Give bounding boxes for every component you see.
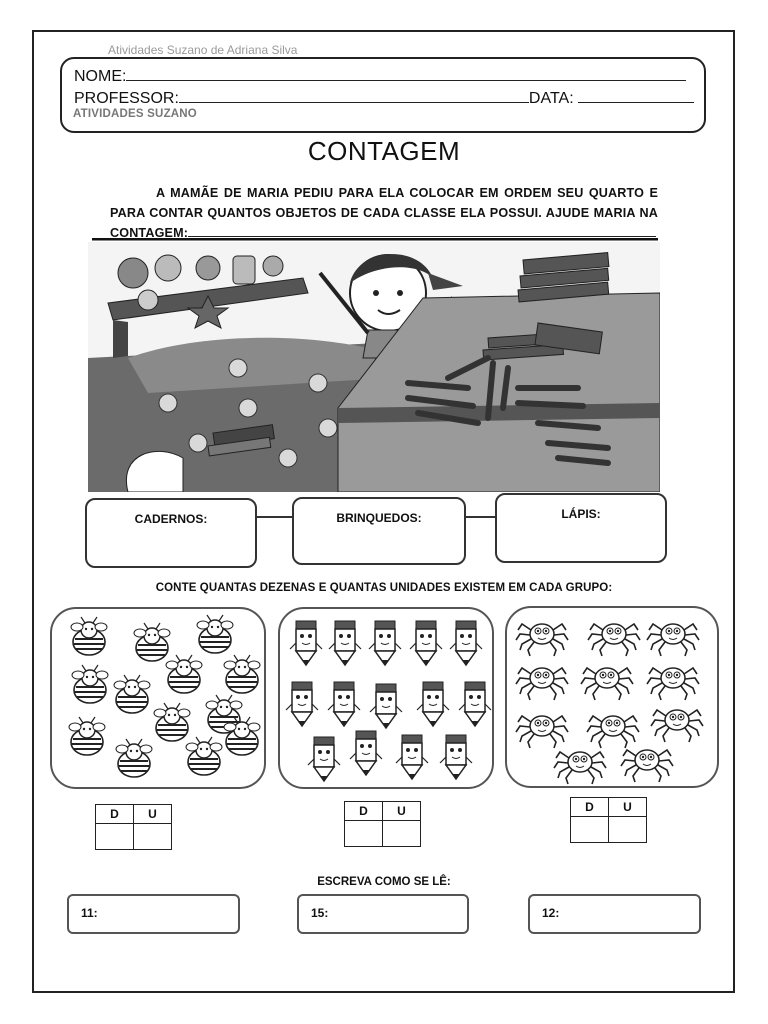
- pencil-icon: [286, 682, 318, 726]
- pencil-icon: [308, 737, 340, 781]
- notebooks-count-box[interactable]: [85, 498, 257, 568]
- spider-icon: [516, 624, 568, 656]
- spiders-group: [507, 608, 719, 788]
- units-cell[interactable]: [134, 824, 172, 850]
- pencils-group: [280, 609, 494, 789]
- units-header: U: [383, 802, 421, 821]
- bee-icon: [114, 675, 150, 713]
- bees-du-table: [95, 804, 172, 850]
- tens-cell[interactable]: [571, 817, 609, 843]
- notebooks-label: CADERNOS:: [134, 512, 208, 526]
- toys-label: BRINQUEDOS:: [336, 511, 422, 525]
- bee-icon: [224, 717, 260, 755]
- spider-icon: [588, 624, 640, 656]
- units-cell[interactable]: [609, 817, 647, 843]
- teacher-field[interactable]: [179, 89, 529, 103]
- read-label-11: 11:: [81, 906, 98, 920]
- name-field[interactable]: [126, 67, 686, 81]
- instruction-text: A MAMÃE DE MARIA PEDIU PARA ELA COLOCAR EM ORDEM SEU QUARTO E PARA CONTAR QUANTOS OBJETOS DE CADA CLASSE ELA POSSUI. AJUDE MARIA NA CONTAGEM:: [110, 186, 658, 240]
- tens-header: D: [571, 798, 609, 817]
- pencil-icon: [459, 682, 491, 726]
- pencil-icon: [450, 621, 482, 665]
- watermark: Atividades Suzano de Adriana Silva: [108, 43, 298, 57]
- header-tag: ATIVIDADES SUZANO: [73, 108, 197, 120]
- spider-icon: [581, 668, 633, 700]
- spider-icon: [554, 752, 606, 784]
- bee-icon: [69, 717, 105, 755]
- spider-icon: [516, 716, 568, 748]
- pencil-icon: [369, 621, 401, 665]
- spider-icon: [587, 716, 639, 748]
- read-instruction: ESCREVA COMO SE LÊ:: [317, 876, 451, 888]
- toys-count-box[interactable]: [292, 497, 466, 565]
- instruction-blank[interactable]: [188, 226, 656, 237]
- pencils-label: LÁPIS:: [561, 507, 601, 521]
- units-cell[interactable]: [383, 821, 421, 847]
- read-box-11[interactable]: [67, 894, 240, 934]
- pencil-icon: [328, 682, 360, 726]
- bee-icon: [197, 615, 233, 653]
- pencils-du-table: [344, 801, 421, 847]
- spider-icon: [651, 710, 703, 742]
- pencils-count-box[interactable]: [495, 493, 667, 563]
- teacher-label: PROFESSOR:: [74, 90, 179, 107]
- tens-header: D: [345, 802, 383, 821]
- bees-group-box: [50, 607, 266, 789]
- page-title: CONTAGEM: [307, 136, 461, 166]
- date-field[interactable]: [578, 89, 694, 103]
- instruction-paragraph: [110, 183, 658, 243]
- bee-icon: [186, 737, 222, 775]
- bee-icon: [166, 655, 202, 693]
- connector-line: [464, 516, 496, 518]
- units-header: U: [134, 805, 172, 824]
- pencil-icon: [396, 735, 428, 779]
- pencil-icon: [410, 621, 442, 665]
- read-label-12: 12:: [542, 906, 560, 920]
- bee-icon: [72, 665, 108, 703]
- pencil-icon: [370, 684, 402, 728]
- read-label-15: 15:: [311, 906, 329, 920]
- tens-cell[interactable]: [96, 824, 134, 850]
- read-box-15[interactable]: [297, 894, 469, 934]
- date-label: DATA:: [528, 90, 574, 107]
- pencil-icon: [329, 621, 361, 665]
- bees-group: [52, 609, 266, 789]
- bee-icon: [224, 655, 260, 693]
- bee-icon: [116, 739, 152, 777]
- tens-header: D: [96, 805, 134, 824]
- spider-icon: [647, 668, 699, 700]
- read-box-12[interactable]: [528, 894, 701, 934]
- pencil-icon: [440, 735, 472, 779]
- spiders-du-table: [570, 797, 647, 843]
- spider-icon: [621, 750, 673, 782]
- bee-icon: [154, 703, 190, 741]
- pencil-icon: [417, 682, 449, 726]
- connector-line: [256, 516, 294, 518]
- teacher-line[interactable]: [74, 89, 694, 108]
- bee-icon: [134, 623, 170, 661]
- spider-icon: [516, 668, 568, 700]
- name-line[interactable]: [74, 67, 686, 86]
- spiders-group-box: [505, 606, 719, 788]
- tens-cell[interactable]: [345, 821, 383, 847]
- pencil-icon: [290, 621, 322, 665]
- groups-instruction: CONTE QUANTAS DEZENAS E QUANTAS UNIDADES EXISTEM EM CADA GRUPO:: [155, 582, 613, 594]
- pencils-group-box: [278, 607, 494, 789]
- pencil-icon: [350, 731, 382, 775]
- name-label: NOME:: [74, 68, 127, 85]
- bedroom-illustration: [88, 238, 660, 492]
- spider-icon: [647, 624, 699, 656]
- bee-icon: [71, 617, 107, 655]
- units-header: U: [609, 798, 647, 817]
